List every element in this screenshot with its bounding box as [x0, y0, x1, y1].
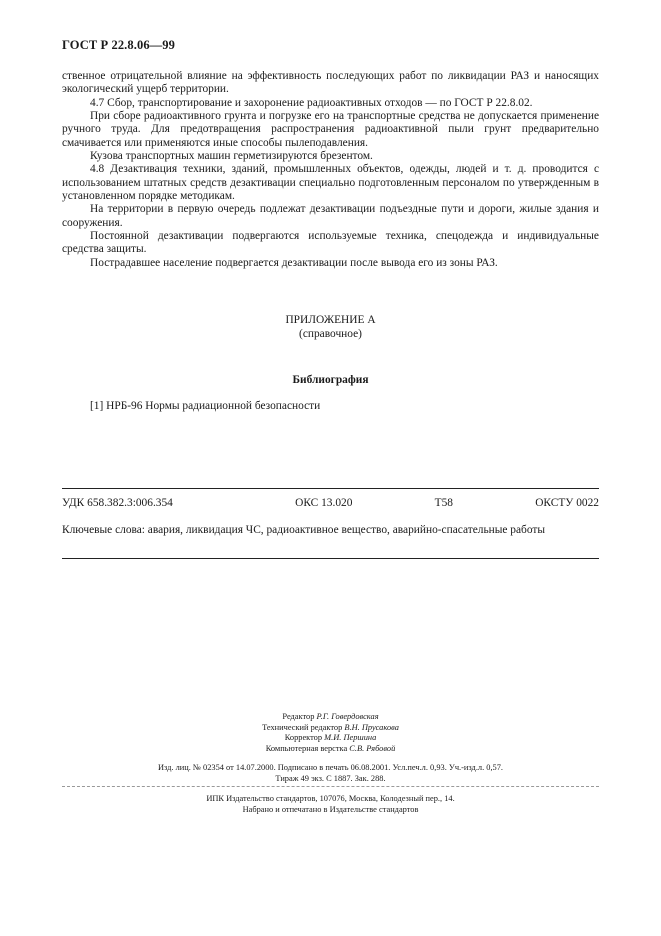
- document-code-header: ГОСТ Р 22.8.06—99: [62, 38, 175, 52]
- paragraph: ственное отрицательной влияние на эффективность последующих работ по ликвидации РАЗ и наносящих экологический ущерб территории.: [62, 70, 599, 96]
- udk-code: УДК 658.382.3:006.354: [62, 497, 173, 509]
- publication-line: Тираж 49 экз. С 1887. Зак. 288.: [275, 773, 386, 783]
- printer-info: [62, 794, 599, 815]
- credit-proofreader: Корректор М.И. Першина: [284, 733, 377, 743]
- appendix-subtitle: (справочное): [299, 327, 362, 340]
- paragraph: На территории в первую очередь подлежат дезактивации подъездные пути и дороги, жилые здания и сооружения.: [62, 203, 599, 229]
- body-text: [62, 70, 599, 270]
- credits-block: [62, 712, 599, 754]
- credit-editor: Редактор Р.Г. Говердовская: [282, 712, 379, 721]
- divider: [62, 488, 599, 489]
- appendix-title: ПРИЛОЖЕНИЕ А: [285, 314, 376, 326]
- oks-code: ОКС 13.020: [295, 497, 353, 509]
- paragraph: 4.8 Дезактивация техники, зданий, промышленных объектов, одежды, людей и т. д. проводится с использованием штатных средств дезактивации специально подготовленным персоналом по утвержденным в установленном порядке методикам.: [62, 163, 599, 203]
- publication-line: Изд. лиц. № 02354 от 14.07.2000. Подписано в печать 06.08.2001. Усл.печ.л. 0,93. Уч.-изд.л. 0,57.: [157, 763, 504, 772]
- paragraph: При сборе радиоактивного грунта и погрузке его на транспортные средства не допускается применение ручного труда. Для предотвращения распространения радиоактивной пыли грунт предварительно смачивается или применяются иные способы пылеподавления.: [62, 110, 599, 149]
- classification-codes: [62, 497, 599, 509]
- printer-line: ИПК Издательство стандартов, 107076, Москва, Колодезный пер., 14.: [206, 794, 455, 803]
- paragraph: Постоянной дезактивации подвергаются используемые техника, спецодежда и индивидуальные средства защиты.: [62, 230, 599, 256]
- paragraph: Пострадавшее население подвергается дезактивации после вывода его из зоны РАЗ.: [90, 256, 498, 269]
- credit-tech-editor: Технический редактор В.Н. Прусакова: [262, 722, 399, 732]
- bibliography-item: [1] НРБ-96 Нормы радиационной безопасности: [90, 400, 321, 412]
- t-code: Т58: [434, 497, 453, 509]
- publication-info: [62, 763, 599, 784]
- okstu-code: ОКСТУ 0022: [535, 497, 599, 509]
- paragraph: Кузова транспортных машин герметизируются брезентом.: [90, 150, 373, 163]
- keywords-line: Ключевые слова: авария, ликвидация ЧС, радиоактивное вещество, аварийно-спасательные работы: [62, 524, 546, 536]
- divider: [62, 558, 599, 559]
- dashed-divider: [62, 786, 599, 787]
- appendix-heading: [62, 314, 599, 341]
- credit-layout: Компьютерная верстка С.В. Рябовой: [265, 743, 396, 753]
- bibliography-title: Библиография: [292, 374, 369, 386]
- paragraph: 4.7 Сбор, транспортирование и захоронение радиоактивных отходов — по ГОСТ Р 22.8.02.: [90, 96, 533, 109]
- printer-line: Набрано и отпечатано в Издательстве стандартов: [242, 804, 419, 814]
